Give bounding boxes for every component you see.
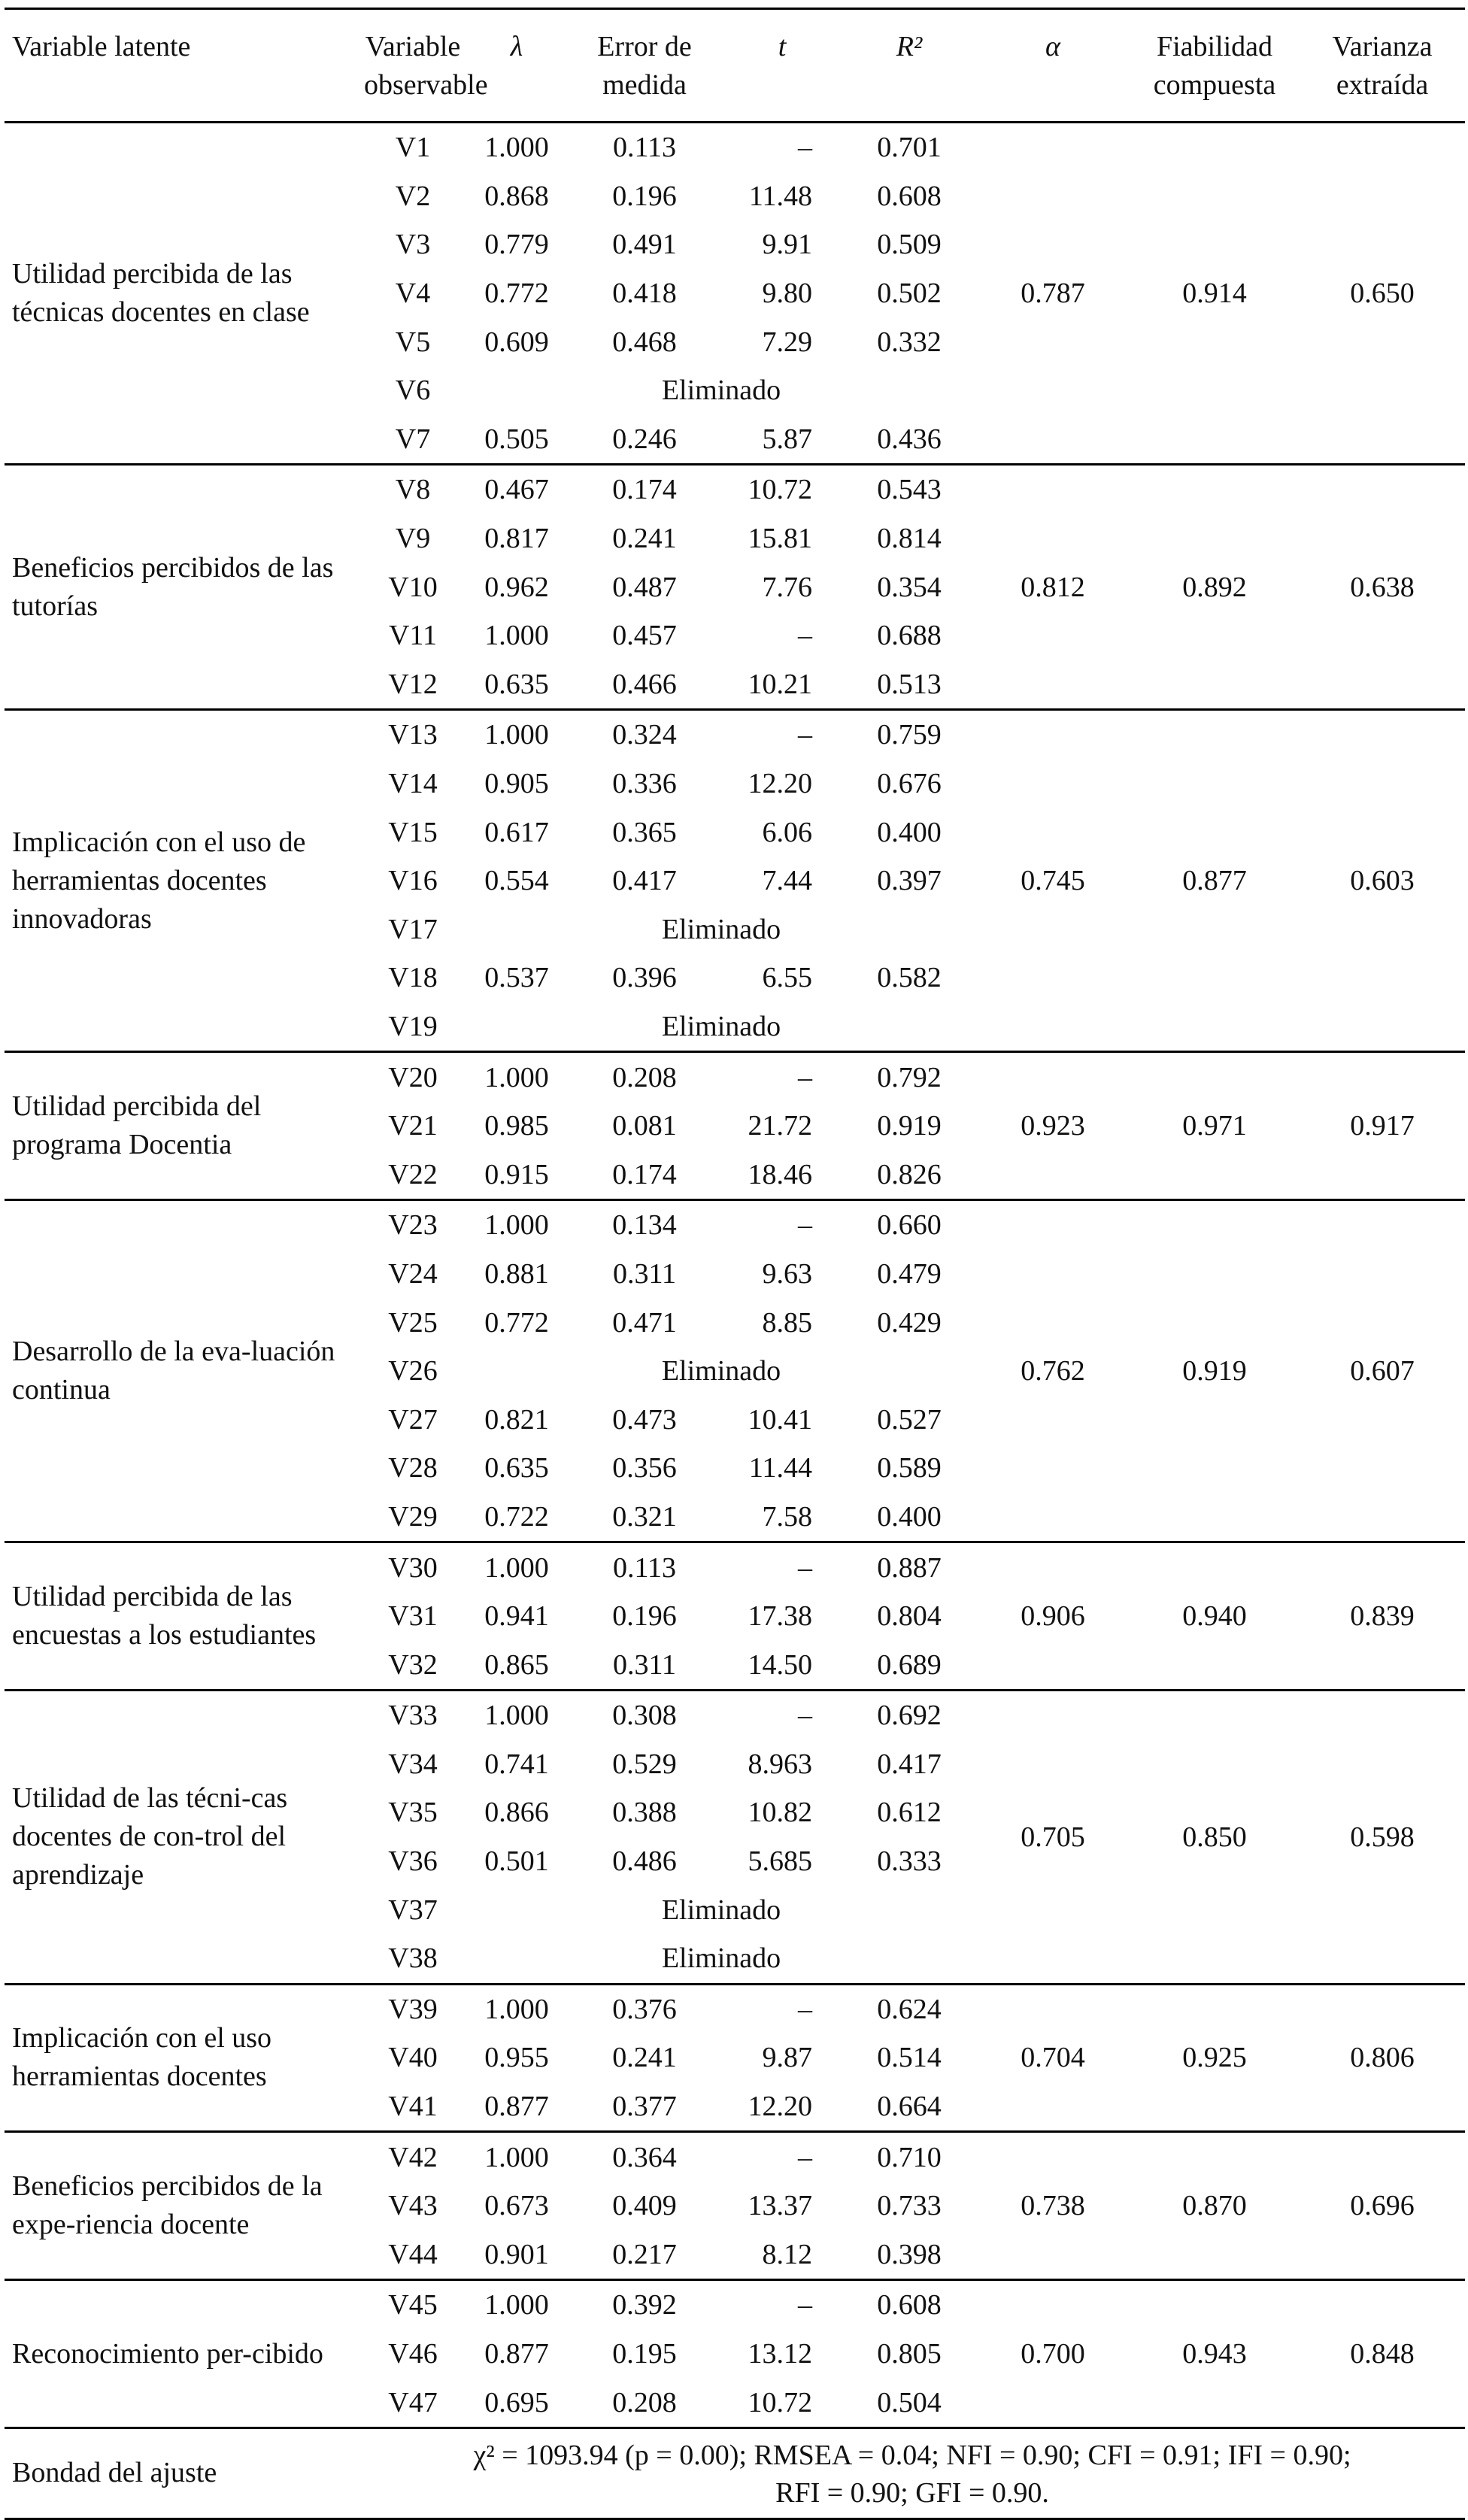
header-r2: R² (896, 31, 923, 62)
r2-cell: 0.397 (877, 865, 942, 897)
fiabilidad-cell: 0.877 (1130, 710, 1300, 1052)
error-cell: 0.529 (612, 1748, 677, 1780)
error-cell: 0.376 (567, 1984, 722, 2033)
eliminated-cell: Eliminado (661, 1010, 781, 1042)
fit-line-2: RFI = 0.90; GFI = 0.90. (775, 2476, 1049, 2509)
r2-cell: 0.612 (877, 1797, 942, 1829)
t-cell: – (722, 1691, 842, 1740)
fiabilidad-cell: 0.870 (1130, 2132, 1300, 2280)
observable-variable-cell: V5 (395, 326, 431, 358)
error-cell: 0.208 (567, 2378, 722, 2428)
r2-cell: 0.733 (877, 2190, 942, 2222)
lambda-cell: 0.865 (484, 1648, 549, 1681)
varianza-cell: 0.638 (1300, 465, 1465, 710)
observable-variable-cell: V19 (388, 1010, 438, 1042)
varianza-cell: 0.917 (1300, 1052, 1465, 1200)
t-cell: – (722, 2132, 842, 2182)
alpha-cell: 0.705 (976, 1691, 1130, 1985)
r2-cell: 0.479 (877, 1257, 942, 1290)
error-cell: 0.471 (612, 1306, 677, 1339)
alpha-cell: 0.745 (976, 710, 1130, 1052)
alpha-cell: 0.738 (976, 2132, 1130, 2280)
observable-variable-cell: V20 (359, 1052, 466, 1102)
error-cell: 0.321 (612, 1500, 677, 1533)
t-cell: – (722, 1542, 842, 1592)
observable-variable-cell: V24 (388, 1257, 438, 1290)
r2-cell: 0.527 (877, 1403, 942, 1436)
observable-variable-cell: V30 (359, 1542, 466, 1592)
lambda-cell: 0.505 (484, 423, 549, 455)
error-cell: 0.113 (567, 1542, 722, 1592)
lambda-cell: 1.000 (466, 1052, 567, 1102)
observable-variable-cell: V29 (388, 1500, 438, 1533)
measurement-model-table-container (5, 8, 1465, 2520)
r2-cell: 0.608 (877, 180, 942, 212)
r2-cell: 0.689 (877, 1648, 942, 1681)
r2-cell: 0.502 (877, 277, 942, 310)
error-cell: 0.174 (612, 1158, 677, 1190)
r2-cell: 0.504 (842, 2378, 976, 2428)
varianza-cell: 0.848 (1300, 2280, 1465, 2428)
error-cell: 0.195 (612, 2338, 677, 2370)
t-cell: – (722, 1052, 842, 1102)
eliminated-cell: Eliminado (661, 375, 781, 407)
eliminated-cell: Eliminado (661, 1355, 781, 1387)
lambda-cell: 0.985 (484, 1110, 549, 1142)
alpha-cell: 0.700 (976, 2280, 1130, 2428)
observable-variable-cell: V4 (395, 277, 431, 310)
lambda-cell: 1.000 (466, 710, 567, 760)
t-cell: 7.29 (762, 326, 812, 358)
t-cell: 10.72 (722, 465, 842, 514)
error-cell: 0.134 (567, 1200, 722, 1250)
t-cell: 10.21 (748, 668, 812, 700)
alpha-cell: 0.923 (976, 1052, 1130, 1200)
fit-row (5, 2428, 1465, 2518)
header-varianza: Varianza extraída (1332, 31, 1433, 101)
r2-cell: 0.664 (877, 2091, 942, 2123)
observable-variable-cell: V35 (388, 1797, 438, 1829)
lambda-cell: 0.901 (484, 2238, 549, 2270)
observable-variable-cell: V18 (388, 962, 438, 994)
lambda-cell: 0.868 (484, 180, 549, 212)
lambda-cell: 0.635 (484, 668, 549, 700)
r2-cell: 0.792 (842, 1052, 976, 1102)
error-cell: 0.487 (612, 571, 677, 603)
lambda-cell: 0.537 (484, 962, 549, 994)
observable-variable-cell: V27 (388, 1403, 438, 1436)
latent-variable-cell: Utilidad percibida de las técnicas docentes en clase (5, 123, 359, 465)
lambda-cell: 0.821 (484, 1403, 549, 1436)
t-cell: 17.38 (748, 1600, 812, 1633)
lambda-cell: 0.609 (484, 326, 549, 358)
r2-cell: 0.887 (842, 1542, 976, 1592)
varianza-cell: 0.650 (1300, 123, 1465, 465)
t-cell: 8.963 (748, 1748, 812, 1780)
observable-variable-cell: V47 (359, 2378, 466, 2428)
header-alpha: α (1045, 31, 1060, 62)
t-cell: 13.12 (748, 2338, 812, 2370)
eliminated-cell: Eliminado (661, 1942, 781, 1975)
t-cell: – (722, 2280, 842, 2330)
r2-cell: 0.826 (877, 1158, 942, 1190)
table-body (5, 123, 1465, 2428)
observable-variable-cell: V34 (388, 1748, 438, 1780)
lambda-cell: 0.695 (466, 2378, 567, 2428)
error-cell: 0.113 (567, 123, 722, 172)
observable-variable-cell: V15 (388, 816, 438, 848)
t-cell: 12.20 (748, 2091, 812, 2123)
table-row (5, 465, 1465, 514)
lambda-cell: 0.554 (484, 865, 549, 897)
header-error: Error de medida (597, 31, 692, 101)
r2-cell: 0.608 (842, 2280, 976, 2330)
header-row (5, 9, 1465, 123)
t-cell: – (798, 620, 812, 652)
fiabilidad-cell: 0.914 (1130, 123, 1300, 465)
error-cell: 0.491 (612, 229, 677, 261)
table-row (5, 1984, 1465, 2033)
eliminated-cell: Eliminado (661, 913, 781, 945)
varianza-cell: 0.607 (1300, 1200, 1465, 1542)
observable-variable-cell: V43 (388, 2190, 438, 2222)
error-cell: 0.174 (567, 465, 722, 514)
t-cell: 10.41 (748, 1403, 812, 1436)
error-cell: 0.486 (612, 1845, 677, 1878)
t-cell: 21.72 (748, 1110, 812, 1142)
lambda-cell: 0.877 (484, 2338, 549, 2370)
t-cell: 11.48 (748, 180, 812, 212)
lambda-cell: 0.905 (484, 768, 549, 800)
observable-variable-cell: V38 (388, 1942, 438, 1975)
latent-variable-cell: Utilidad percibida del programa Docentia (5, 1052, 359, 1200)
lambda-cell: 0.722 (484, 1500, 549, 1533)
latent-variable-cell: Utilidad de las técni-cas docentes de con-trol del aprendizaje (5, 1691, 359, 1985)
t-cell: 10.72 (722, 2378, 842, 2428)
error-cell: 0.418 (612, 277, 677, 310)
error-cell: 0.392 (567, 2280, 722, 2330)
header-fiabilidad: Fiabilidad compuesta (1153, 31, 1276, 101)
r2-cell: 0.354 (877, 571, 942, 603)
error-cell: 0.246 (612, 423, 677, 455)
lambda-cell: 0.772 (484, 1306, 549, 1339)
observable-variable-cell: V6 (395, 375, 431, 407)
t-cell: 9.87 (762, 2042, 812, 2074)
observable-variable-cell: V11 (388, 620, 438, 652)
r2-cell: 0.589 (877, 1452, 942, 1484)
alpha-cell: 0.762 (976, 1200, 1130, 1542)
r2-cell: 0.814 (877, 523, 942, 555)
error-cell: 0.468 (612, 326, 677, 358)
t-cell: 5.87 (762, 423, 812, 455)
observable-variable-cell: V2 (395, 180, 431, 212)
latent-variable-cell: Implicación con el uso herramientas docentes (5, 1984, 359, 2132)
error-cell: 0.409 (612, 2190, 677, 2222)
lambda-cell: 0.617 (484, 816, 549, 848)
r2-cell: 0.543 (842, 465, 976, 514)
error-cell: 0.473 (612, 1403, 677, 1436)
table-row (5, 1052, 1465, 1102)
lambda-cell: 0.635 (484, 1452, 549, 1484)
t-cell: 9.63 (762, 1257, 812, 1290)
observable-variable-cell: V31 (388, 1600, 438, 1633)
t-cell: 10.82 (748, 1797, 812, 1829)
header-latent: Variable latente (12, 31, 191, 62)
lambda-cell: 0.772 (484, 277, 549, 310)
lambda-cell: 0.779 (484, 229, 549, 261)
observable-variable-cell: V45 (359, 2280, 466, 2330)
t-cell: – (722, 1984, 842, 2033)
error-cell: 0.311 (612, 1648, 677, 1681)
t-cell: 9.80 (762, 277, 812, 310)
t-cell: 14.50 (748, 1648, 812, 1681)
header-t: t (778, 31, 787, 62)
r2-cell: 0.398 (877, 2238, 942, 2270)
table-row (5, 1691, 1465, 1740)
error-cell: 0.364 (567, 2132, 722, 2182)
r2-cell: 0.400 (877, 1500, 942, 1533)
lambda-cell: 0.501 (484, 1845, 549, 1878)
observable-variable-cell: V41 (388, 2091, 438, 2123)
header-observable: Variable observable (364, 31, 488, 101)
lambda-cell: 0.877 (484, 2091, 549, 2123)
t-cell: 15.81 (748, 523, 812, 555)
observable-variable-cell: V37 (388, 1894, 438, 1926)
fit-indices (359, 2428, 1465, 2518)
t-cell: – (722, 1200, 842, 1250)
fiabilidad-cell: 0.919 (1130, 1200, 1300, 1542)
error-cell: 0.336 (612, 768, 677, 800)
observable-variable-cell: V9 (395, 523, 431, 555)
r2-cell: 0.513 (877, 668, 942, 700)
error-cell: 0.356 (612, 1452, 677, 1484)
t-cell: – (722, 123, 842, 172)
fiabilidad-cell: 0.925 (1130, 1984, 1300, 2132)
lambda-cell: 0.962 (484, 571, 549, 603)
error-cell: 0.241 (612, 523, 677, 555)
table-row (5, 1200, 1465, 1250)
observable-variable-cell: V12 (388, 668, 438, 700)
observable-variable-cell: V17 (388, 913, 438, 945)
table-row (5, 2280, 1465, 2330)
t-cell: 7.44 (762, 865, 812, 897)
varianza-cell: 0.696 (1300, 2132, 1465, 2280)
t-cell: 8.85 (762, 1306, 812, 1339)
lambda-cell: 0.915 (484, 1158, 549, 1190)
observable-variable-cell: V3 (395, 229, 431, 261)
latent-variable-cell: Beneficios percibidos de las tutorías (5, 465, 359, 710)
observable-variable-cell: V14 (388, 768, 438, 800)
observable-variable-cell: V26 (388, 1355, 438, 1387)
t-cell: 12.20 (748, 768, 812, 800)
error-cell: 0.081 (612, 1110, 677, 1142)
error-cell: 0.377 (612, 2091, 677, 2123)
error-cell: 0.417 (612, 865, 677, 897)
error-cell: 0.208 (567, 1052, 722, 1102)
error-cell: 0.457 (612, 620, 677, 652)
observable-variable-cell: V1 (359, 123, 466, 172)
varianza-cell: 0.598 (1300, 1691, 1465, 1985)
fit-label: Bondad del ajuste (5, 2428, 359, 2518)
table-row (5, 123, 1465, 172)
observable-variable-cell: V10 (388, 571, 438, 603)
lambda-cell: 1.000 (466, 1200, 567, 1250)
error-cell: 0.324 (567, 710, 722, 760)
lambda-cell: 0.866 (484, 1797, 549, 1829)
error-cell: 0.311 (612, 1257, 677, 1290)
t-cell: 5.685 (748, 1845, 812, 1878)
error-cell: 0.241 (612, 2042, 677, 2074)
lambda-cell: 1.000 (466, 123, 567, 172)
observable-variable-cell: V16 (388, 865, 438, 897)
lambda-cell: 1.000 (466, 2132, 567, 2182)
observable-variable-cell: V39 (359, 1984, 466, 2033)
varianza-cell: 0.839 (1300, 1542, 1465, 1691)
error-cell: 0.466 (612, 668, 677, 700)
observable-variable-cell: V8 (359, 465, 466, 514)
r2-cell: 0.660 (842, 1200, 976, 1250)
t-cell: 18.46 (748, 1158, 812, 1190)
error-cell: 0.196 (612, 1600, 677, 1633)
r2-cell: 0.692 (842, 1691, 976, 1740)
t-cell: 7.58 (762, 1500, 812, 1533)
latent-variable-cell: Desarrollo de la eva-luación continua (5, 1200, 359, 1542)
observable-variable-cell: V36 (388, 1845, 438, 1878)
table-row (5, 1542, 1465, 1592)
latent-variable-cell: Beneficios percibidos de la expe-riencia docente (5, 2132, 359, 2280)
observable-variable-cell: V23 (359, 1200, 466, 1250)
error-cell: 0.196 (612, 180, 677, 212)
varianza-cell: 0.806 (1300, 1984, 1465, 2132)
header-lambda: λ (510, 31, 523, 62)
observable-variable-cell: V42 (359, 2132, 466, 2182)
lambda-cell: 1.000 (466, 1542, 567, 1592)
r2-cell: 0.919 (877, 1110, 942, 1142)
r2-cell: 0.624 (842, 1984, 976, 2033)
fiabilidad-cell: 0.892 (1130, 465, 1300, 710)
r2-cell: 0.805 (877, 2338, 942, 2370)
latent-variable-cell: Utilidad percibida de las encuestas a los estudiantes (5, 1542, 359, 1691)
r2-cell: 0.582 (877, 962, 942, 994)
latent-variable-cell: Reconocimiento per-cibido (5, 2280, 359, 2428)
lambda-cell: 1.000 (484, 620, 549, 652)
lambda-cell: 1.000 (466, 2280, 567, 2330)
fiabilidad-cell: 0.971 (1130, 1052, 1300, 1200)
fit-line-1: χ² = 1093.94 (p = 0.00); RMSEA = 0.04; NFI = 0.90; CFI = 0.91; IFI = 0.90; (473, 2439, 1351, 2471)
t-cell: 6.55 (762, 962, 812, 994)
observable-variable-cell: V40 (388, 2042, 438, 2074)
lambda-cell: 0.741 (484, 1748, 549, 1780)
alpha-cell: 0.906 (976, 1542, 1130, 1691)
r2-cell: 0.429 (877, 1306, 942, 1339)
lambda-cell: 1.000 (466, 1691, 567, 1740)
table-row (5, 2132, 1465, 2182)
r2-cell: 0.509 (877, 229, 942, 261)
lambda-cell: 0.817 (484, 523, 549, 555)
fiabilidad-cell: 0.940 (1130, 1542, 1300, 1691)
lambda-cell: 0.467 (466, 465, 567, 514)
r2-cell: 0.436 (877, 423, 942, 455)
latent-variable-cell: Implicación con el uso de herramientas docentes innovadoras (5, 710, 359, 1052)
fiabilidad-cell: 0.943 (1130, 2280, 1300, 2428)
observable-variable-cell: V28 (388, 1452, 438, 1484)
alpha-cell: 0.812 (976, 465, 1130, 710)
error-cell: 0.308 (567, 1691, 722, 1740)
lambda-cell: 0.955 (484, 2042, 549, 2074)
t-cell: 6.06 (762, 816, 812, 848)
observable-variable-cell: V22 (388, 1158, 438, 1190)
lambda-cell: 1.000 (466, 1984, 567, 2033)
t-cell: – (722, 710, 842, 760)
r2-cell: 0.804 (877, 1600, 942, 1633)
observable-variable-cell: V44 (388, 2238, 438, 2270)
r2-cell: 0.701 (842, 123, 976, 172)
observable-variable-cell: V32 (388, 1648, 438, 1681)
t-cell: 7.76 (762, 571, 812, 603)
alpha-cell: 0.787 (976, 123, 1130, 465)
lambda-cell: 0.673 (484, 2190, 549, 2222)
observable-variable-cell: V25 (388, 1306, 438, 1339)
r2-cell: 0.417 (877, 1748, 942, 1780)
observable-variable-cell: V7 (395, 423, 431, 455)
r2-cell: 0.332 (877, 326, 942, 358)
varianza-cell: 0.603 (1300, 710, 1465, 1052)
error-cell: 0.217 (612, 2238, 677, 2270)
lambda-cell: 0.881 (484, 1257, 549, 1290)
r2-cell: 0.688 (877, 620, 942, 652)
r2-cell: 0.710 (842, 2132, 976, 2182)
observable-variable-cell: V21 (388, 1110, 438, 1142)
observable-variable-cell: V13 (359, 710, 466, 760)
table-row (5, 710, 1465, 760)
observable-variable-cell: V46 (388, 2338, 438, 2370)
t-cell: 8.12 (762, 2238, 812, 2270)
fiabilidad-cell: 0.850 (1130, 1691, 1300, 1985)
eliminated-cell: Eliminado (661, 1894, 781, 1926)
lambda-cell: 0.941 (484, 1600, 549, 1633)
error-cell: 0.388 (612, 1797, 677, 1829)
alpha-cell: 0.704 (976, 1984, 1130, 2132)
error-cell: 0.365 (612, 816, 677, 848)
t-cell: 13.37 (748, 2190, 812, 2222)
r2-cell: 0.400 (877, 816, 942, 848)
t-cell: 9.91 (762, 229, 812, 261)
t-cell: 11.44 (748, 1452, 812, 1484)
observable-variable-cell: V33 (359, 1691, 466, 1740)
error-cell: 0.396 (612, 962, 677, 994)
measurement-model-table (5, 8, 1465, 2520)
r2-cell: 0.759 (842, 710, 976, 760)
r2-cell: 0.676 (877, 768, 942, 800)
r2-cell: 0.514 (877, 2042, 942, 2074)
r2-cell: 0.333 (877, 1845, 942, 1878)
